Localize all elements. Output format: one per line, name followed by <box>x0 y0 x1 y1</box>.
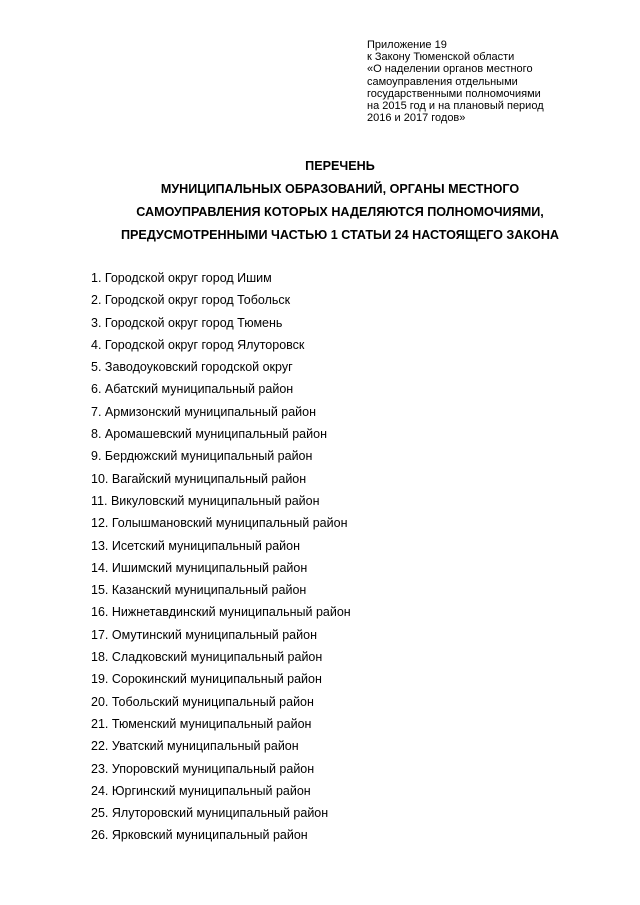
list-item-number: 22. <box>91 739 109 754</box>
list-item <box>91 356 351 378</box>
list-item-name: Сорокинский муниципальный район <box>111 672 322 687</box>
list-item <box>91 490 351 512</box>
list-item-name: Омутинский муниципальный район <box>111 627 317 642</box>
heading-line: МУНИЦИПАЛЬНЫХ ОБРАЗОВАНИЙ, ОРГАНЫ МЕСТНОГО <box>160 182 520 196</box>
list-item-name: Сладковский муниципальный район <box>111 650 323 665</box>
heading-title: ПЕРЕЧЕНЬ <box>305 159 375 173</box>
list-item <box>91 601 351 623</box>
list-item-number: 9. <box>91 449 102 464</box>
list-item-name: Исетский муниципальный район <box>111 538 301 553</box>
list-item-number: 23. <box>91 761 109 776</box>
list-item <box>91 401 351 423</box>
list-item-number: 14. <box>91 560 109 575</box>
list-item <box>91 802 351 824</box>
list-item <box>91 512 351 534</box>
list-item-name: Упоровский муниципальный район <box>111 761 315 776</box>
list-item-number: 19. <box>91 672 109 687</box>
list-item <box>91 445 351 467</box>
appendix-line: самоуправления отдельными <box>367 75 518 88</box>
heading-line: САМОУПРАВЛЕНИЯ КОТОРЫХ НАДЕЛЯЮТСЯ ПОЛНОМОЧИЯМИ, <box>136 205 544 219</box>
list-item-name: Городской округ город Ялуторовск <box>104 337 305 352</box>
list-item-number: 12. <box>91 516 109 531</box>
list-item-name: Заводоуковский городской округ <box>104 360 293 375</box>
municipality-list <box>91 267 351 847</box>
list-item-name: Голышмановский муниципальный район <box>111 516 348 531</box>
list-item <box>91 334 351 356</box>
list-item <box>91 579 351 601</box>
list-item-name: Городской округ город Тюмень <box>104 315 283 330</box>
list-item-number: 2. <box>91 293 102 308</box>
list-item <box>91 758 351 780</box>
list-item-number: 13. <box>91 538 109 553</box>
list-item <box>91 535 351 557</box>
list-item-number: 4. <box>91 337 102 352</box>
list-item-name: Аромашевский муниципальный район <box>104 427 327 442</box>
list-item <box>91 735 351 757</box>
list-item <box>91 713 351 735</box>
appendix-line: к Закону Тюменской области <box>367 51 515 64</box>
list-item-number: 21. <box>91 716 109 731</box>
list-item <box>91 691 351 713</box>
appendix-line: на 2015 год и на плановый период <box>367 100 544 113</box>
list-item-number: 20. <box>91 694 109 709</box>
list-item-number: 3. <box>91 315 102 330</box>
list-item-number: 17. <box>91 627 109 642</box>
list-item-number: 7. <box>91 404 102 419</box>
list-item-name: Нижнетавдинский муниципальный район <box>111 605 351 620</box>
list-item <box>91 668 351 690</box>
list-item-number: 26. <box>91 828 109 843</box>
list-item-name: Городской округ город Ишим <box>104 271 272 285</box>
list-item-name: Викуловский муниципальный район <box>110 493 320 508</box>
list-item <box>91 289 351 311</box>
list-item-name: Бердюжский муниципальный район <box>104 449 313 464</box>
list-item-name: Казанский муниципальный район <box>111 583 307 598</box>
list-item-name: Вагайский муниципальный район <box>111 471 307 486</box>
list-item <box>91 312 351 334</box>
appendix-line: «О наделении органов местного <box>367 63 533 76</box>
list-item-name: Армизонский муниципальный район <box>104 404 317 419</box>
list-item-name: Ишимский муниципальный район <box>111 560 308 575</box>
list-item-number: 18. <box>91 650 109 665</box>
list-item-name: Тюменский муниципальный район <box>111 716 312 731</box>
list-item <box>91 378 351 400</box>
appendix-line: Приложение 19 <box>367 39 447 51</box>
list-item-number: 15. <box>91 583 109 598</box>
list-item-number: 1. <box>91 271 102 285</box>
list-item-name: Уватский муниципальный район <box>111 739 299 754</box>
list-item-name: Юргинский муниципальный район <box>111 783 311 798</box>
appendix-line: государственными полномочиями <box>367 87 541 100</box>
appendix-line: 2016 и 2017 годов» <box>367 112 466 125</box>
list-item <box>91 780 351 802</box>
list-item <box>91 423 351 445</box>
list-item <box>91 824 351 846</box>
list-item-name: Ярковский муниципальный район <box>111 828 308 843</box>
list-item-number: 16. <box>91 605 109 620</box>
list-item <box>91 646 351 668</box>
list-item-number: 6. <box>91 382 102 397</box>
list-item <box>91 468 351 490</box>
list-item-number: 10. <box>91 471 109 486</box>
list-item-number: 5. <box>91 360 102 375</box>
list-item-number: 25. <box>91 806 109 821</box>
list-item-name: Городской округ город Тобольск <box>104 293 291 308</box>
list-item <box>91 267 351 289</box>
document-heading <box>0 155 640 247</box>
list-item-number: 11. <box>91 493 108 508</box>
list-item-name: Тобольский муниципальный район <box>111 694 314 709</box>
list-item <box>91 557 351 579</box>
list-item-number: 8. <box>91 427 102 442</box>
appendix-note <box>367 39 607 124</box>
list-item-name: Абатский муниципальный район <box>104 382 294 397</box>
list-item <box>91 624 351 646</box>
list-item-name: Ялуторовский муниципальный район <box>111 806 329 821</box>
heading-line: ПРЕДУСМОТРЕННЫМИ ЧАСТЬЮ 1 СТАТЬИ 24 НАСТОЯЩЕГО ЗАКОНА <box>120 228 560 242</box>
list-item-number: 24. <box>91 783 109 798</box>
